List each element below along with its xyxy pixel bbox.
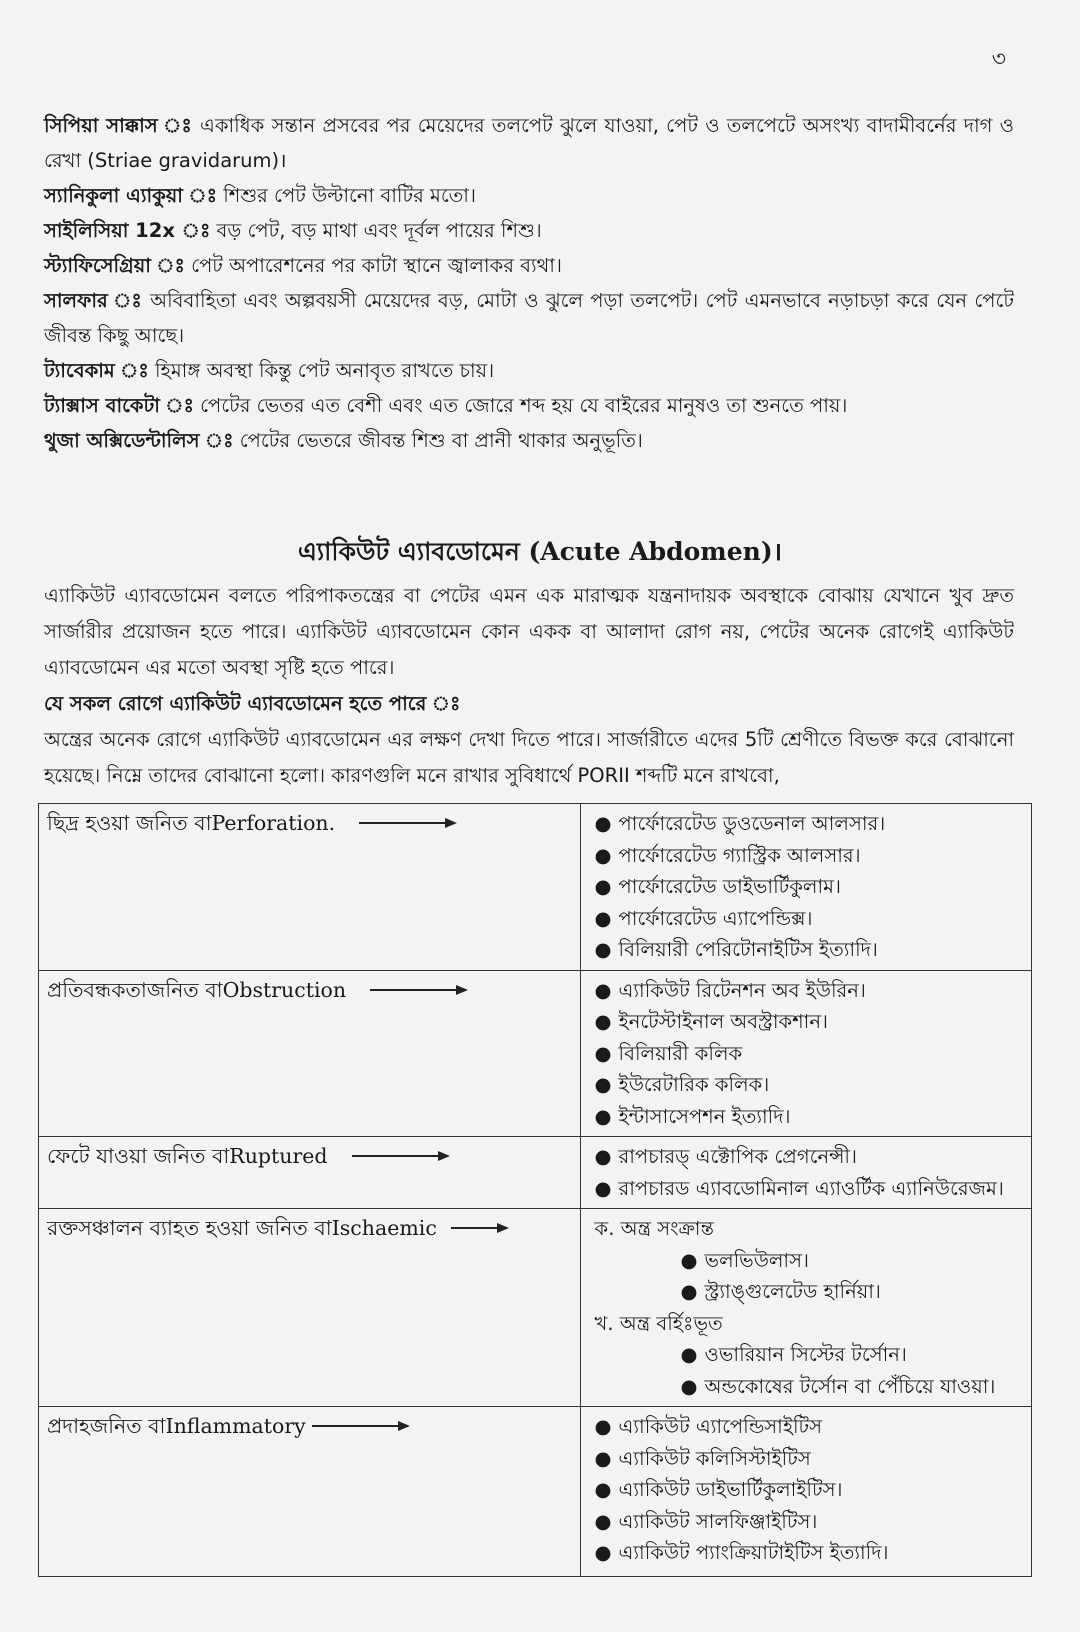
remedy-description: শিশুর পেট উল্টানো বাটির মতো। [217, 184, 476, 207]
bullet-icon: ● [594, 1415, 612, 1438]
list-item-text: পার্ফোরেটেড ডুওডেনাল আলসার। [618, 812, 886, 835]
bullet-icon: ● [594, 812, 612, 835]
list-item-text: স্ট্র্যাঙ্গুলেটেড হার্নিয়া। [704, 1280, 881, 1303]
bullet-icon: ● [594, 1509, 612, 1533]
category-cell [39, 1407, 581, 1577]
category-label [47, 1411, 412, 1441]
category-cell [39, 970, 581, 1137]
bullet-icon: ● [594, 1446, 612, 1470]
category-label-en: Ruptured [229, 1144, 328, 1168]
intro-block [44, 578, 1014, 794]
list-item [595, 808, 1021, 840]
list-item-text: এ্যাকিউট রিটেনশন অব ইউরিন। [618, 978, 866, 1002]
list-item-text: রাপচারড্ এক্টোপিক প্রেগনেন্সী। [618, 1145, 857, 1168]
page-number: ৩ [991, 47, 1006, 72]
remedy-name: স্ট্যাফিসেগ্রিয়া ঃ [44, 254, 185, 277]
category-label-bn: প্রতিবন্ধকতাজনিত বা [47, 977, 223, 1002]
bullet-icon: ● [594, 978, 612, 1002]
list-item [681, 1371, 1021, 1403]
example-list [595, 1141, 1021, 1204]
remedy-entry [44, 388, 1014, 423]
category-label [47, 1213, 511, 1243]
list-item [595, 934, 1021, 966]
category-label-en: Ischaemic [331, 1216, 437, 1240]
bullet-icon: ● [594, 843, 612, 867]
remedy-description: পেট অপারেশনের পর কাটা স্থানে জ্বালাকর ব্যথা। [184, 254, 562, 277]
bullet-icon: ● [594, 1145, 612, 1168]
intro-paragraph: এ্যাকিউট এ্যাবডোমেন বলতে পরিপাকতন্ত্রের বা পেটের এমন এক মারাত্মক যন্ত্রনাদায়ক অবস্থাকে বোঝায় যেখানে খুব দ্রুত সার্জারীর প্রয়োজন হতে পারে। এ্যাকিউট এ্যাবডোমেন কোন একক বা আলাদা রোগ নয়, পেটের অনেক রোগেই এ্যাকিউট এ্যাবডোমেন এর মতো অবস্থা সৃষ্টি হতে পারে। [44, 584, 1014, 679]
bullet-icon: ● [594, 1010, 612, 1033]
list-item-text: বিলিয়ারী কলিক [618, 1041, 743, 1065]
category-label [47, 808, 459, 838]
remedy-entry [44, 283, 1014, 353]
examples-cell [580, 1407, 1031, 1577]
list-item [595, 975, 1021, 1007]
remedy-entry [44, 213, 1014, 248]
remedy-name: ট্যাবেকাম ঃ [44, 359, 149, 382]
category-label-bn: ছিদ্র হওয়া জনিত বা [47, 811, 212, 835]
remedy-entry [44, 108, 1014, 178]
list-item-text: এ্যাকিউট সালফিঞ্জাইটিস। [618, 1509, 818, 1533]
list-item [595, 840, 1021, 872]
list-item-text: এ্যাকিউট কলিসিস্টাইটিস [618, 1446, 811, 1470]
examples-cell [580, 970, 1031, 1137]
list-item-text: পার্ফোরেটেড গ্যাস্ট্রিক আলসার। [618, 843, 861, 867]
bullet-icon: ● [594, 875, 612, 898]
examples-cell [580, 1209, 1031, 1407]
remedy-name: ট্যাক্সাস বাকেটা ঃ [44, 394, 194, 417]
bullet-icon: ● [680, 1248, 698, 1272]
list-item [595, 1411, 1021, 1443]
list-item [595, 1506, 1021, 1538]
bullet-icon: ● [680, 1280, 698, 1303]
category-label [47, 1141, 452, 1171]
right-arrow-icon [312, 1419, 412, 1433]
causes-subheading: যে সকল রোগে এ্যাকিউট এ্যাবডোমেন হতে পারে ঃ [44, 692, 461, 715]
category-label [47, 975, 470, 1005]
example-list [595, 808, 1021, 966]
subgroup-title: খ. অন্ত্র বর্হিঃভূত [594, 1311, 723, 1335]
bullet-icon: ● [680, 1343, 698, 1366]
remedy-name: সিপিয়া সাক্কাস ঃ [44, 114, 193, 137]
list-item-text: পার্ফোরেটেড ডাইভার্টিকুলাম। [618, 875, 841, 898]
examples-cell [580, 804, 1031, 971]
list-item [595, 1141, 1021, 1173]
list-item [595, 903, 1021, 935]
list-item-text: বিলিয়ারী পেরিটোনাইটিস ইত্যাদি। [618, 938, 878, 961]
list-item [681, 1276, 1021, 1308]
bullet-icon: ● [594, 1478, 612, 1501]
remedy-list [44, 108, 1014, 458]
list-item [595, 1474, 1021, 1506]
category-label-en: Perforation. [211, 811, 336, 835]
bullet-icon: ● [594, 938, 612, 961]
table-row [39, 804, 1032, 971]
list-item [681, 1245, 1021, 1277]
example-list [595, 975, 1021, 1133]
list-item [595, 1069, 1021, 1101]
subgroup-title: ক. অন্ত্র সংক্রান্ত [594, 1217, 714, 1240]
bullet-icon: ● [594, 906, 612, 930]
bullet-icon: ● [594, 1176, 612, 1200]
right-arrow-icon [359, 816, 459, 830]
list-item [595, 1006, 1021, 1038]
examples-cell [580, 1137, 1031, 1209]
list-item-text: রাপচারড এ্যাবডোমিনাল এ্যাওর্টিক এ্যানিউরেজম। [618, 1176, 1004, 1200]
list-item [595, 1537, 1021, 1569]
list-item-text: এ্যাকিউট ডাইভার্টিকুলাইটিস। [618, 1478, 843, 1501]
bullet-icon: ● [680, 1374, 698, 1398]
category-label-en: Inflammatory [165, 1414, 306, 1438]
table-row [39, 970, 1032, 1137]
example-list [595, 1245, 1021, 1308]
example-list [595, 1411, 1021, 1569]
section-heading: এ্যাকিউট এ্যাবডোমেন (Acute Abdomen)। [297, 537, 783, 566]
table-row [39, 1407, 1032, 1577]
list-item [595, 1443, 1021, 1475]
right-arrow-icon [352, 1149, 452, 1163]
classification-paragraph: অন্ত্রের অনেক রোগে এ্যাকিউট এ্যাবডোমেন এর লক্ষণ দেখা দিতে পারে। সার্জারীতে এদের 5টি শ্রেণীতে বিভক্ত করে বোঝানো হয়েছে। নিম্নে তাদের বোঝানো হলো। কারণগুলি মনে রাখার সুবিধার্থে PORII শব্দটি মনে রাখবো, [44, 728, 1014, 787]
remedy-description: পেটের ভেতর এত বেশী এবং এত জোরে শব্দ হয় যে বাইরের মানুষও তা শুনতে পায়। [193, 394, 848, 417]
remedy-name: সালফার ঃ [44, 289, 143, 312]
category-label-en: Obstruction [222, 977, 347, 1002]
remedy-entry [44, 423, 1014, 458]
list-item-text: ভলভিউলাস। [704, 1248, 809, 1272]
remedy-name: থুজা অক্সিডেন্টালিস ঃ [44, 429, 234, 452]
bullet-icon: ● [594, 1541, 612, 1564]
list-item-text: ইনটেস্টাইনাল অবস্ট্রাকশান। [618, 1010, 828, 1033]
remedy-name: স্যানিকুলা এ্যাকুয়া ঃ [44, 184, 218, 207]
list-item [595, 1038, 1021, 1070]
acute-abdomen-causes-table [38, 803, 1032, 1577]
remedy-description: একাধিক সন্তান প্রসবের পর মেয়েদের তলপেট ঝুলে যাওয়া, পেট ও তলপেটে অসংখ্য বাদামীবর্নের দাগ ও রেখা (Striae gravidarum)। [44, 114, 1015, 172]
remedy-description: পেটের ভেতরে জীবন্ত শিশু বা প্রানী থাকার অনুভূতি। [233, 429, 643, 452]
remedy-description: বড় পেট, বড় মাথা এবং দূর্বল পায়ের শিশু। [210, 219, 542, 242]
list-item-text: ওভারিয়ান সিস্টের টর্সোন। [704, 1343, 907, 1366]
bullet-icon: ● [594, 1073, 612, 1096]
category-label-bn: প্রদাহজনিত বা [47, 1414, 166, 1438]
list-item [595, 1173, 1021, 1205]
bullet-icon: ● [594, 1041, 612, 1065]
list-item-text: অন্ডকোষের টর্সোন বা পেঁচিয়ে যাওয়া। [704, 1374, 996, 1398]
list-item [681, 1339, 1021, 1371]
remedy-entry [44, 248, 1014, 283]
category-label-bn: ফেটে যাওয়া জনিত বা [47, 1144, 230, 1168]
table-row [39, 1137, 1032, 1209]
list-item-text: এ্যাকিউট প্যাংক্রিয়াটাইটিস ইত্যাদি। [618, 1541, 889, 1564]
remedy-name: সাইলিসিয়া 12x ঃ [44, 219, 211, 242]
remedy-description: অবিবাহিতা এবং অল্পবয়সী মেয়েদের বড়, মোটা ও ঝুলে পড়া তলপেট। পেট এমনভাবে নড়াচড়া করে যেন পেটে জীবন্ত কিছু আছে। [44, 289, 1014, 347]
remedy-description: হিমাঙ্গ অবস্থা কিন্তু পেট অনাবৃত রাখতে চায়। [148, 359, 495, 382]
category-cell [39, 1137, 581, 1209]
table-row [39, 1209, 1032, 1407]
remedy-entry [44, 353, 1014, 388]
category-cell [39, 1209, 581, 1407]
list-item [595, 1101, 1021, 1133]
right-arrow-icon [370, 983, 470, 997]
list-item-text: পার্ফোরেটেড এ্যাপেন্ডিক্স। [618, 906, 813, 930]
example-list [595, 1339, 1021, 1402]
remedy-entry [44, 178, 1014, 213]
bullet-icon: ● [594, 1104, 612, 1128]
list-item [595, 871, 1021, 903]
list-item-text: এ্যাকিউট এ্যাপেন্ডিসাইটিস [618, 1415, 823, 1438]
right-arrow-icon [451, 1221, 511, 1235]
list-item-text: ইউরেটারিক কলিক। [618, 1073, 770, 1096]
list-item-text: ইন্টাসাসেপশন ইত্যাদি। [618, 1104, 791, 1128]
category-cell [39, 804, 581, 971]
category-label-bn: রক্তসঞ্চালন ব্যাহত হওয়া জনিত বা [47, 1216, 332, 1240]
